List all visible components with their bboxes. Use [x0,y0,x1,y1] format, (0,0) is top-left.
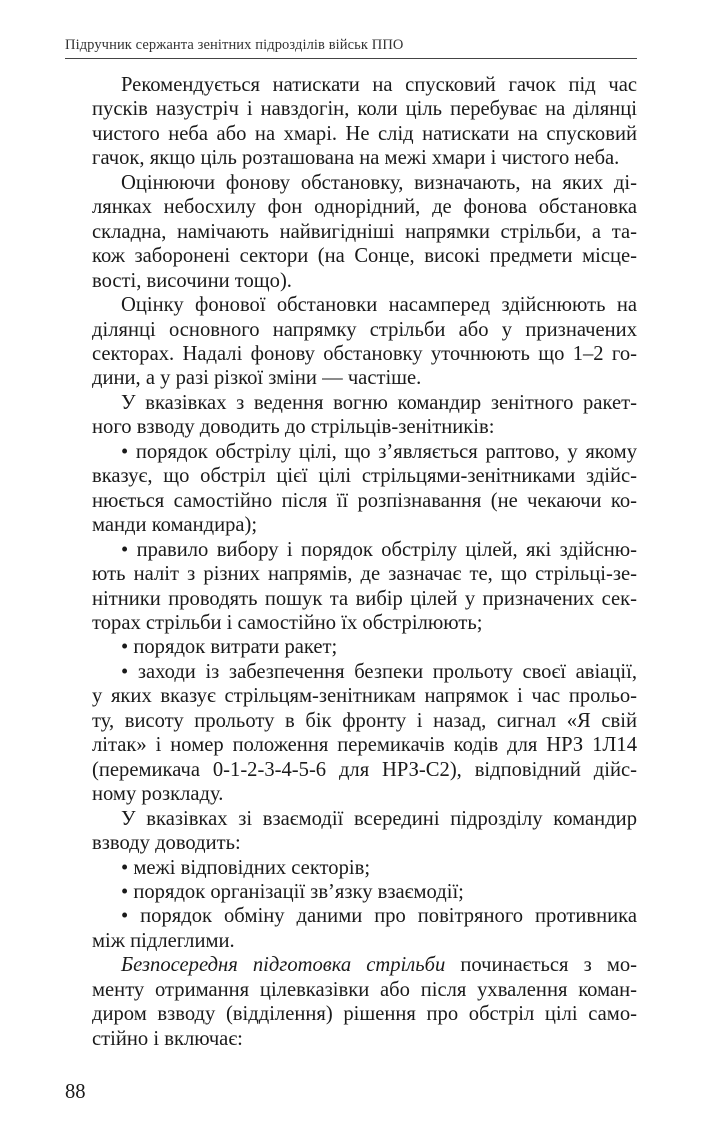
text-line: Оцінюючи фонову обстановку, визначають, на яких ді- [121,171,637,194]
running-header: Підручник сержанта зенітних підрозділів військ ППО [65,37,637,59]
text-line: у яких вказує стрільцям-зенітникам напрямок і час прольо- [92,685,637,708]
text-fragment: починається з мо- [445,954,637,977]
text-line: • порядок організації зв’язку взаємодії; [121,880,464,903]
text-line: вості, височини тощо). [92,269,292,292]
text-line: • заходи із забезпечення безпеки прольоту своєї авіації, [121,660,637,683]
text-line: • порядок обміну даними про повітряного противника [121,905,637,928]
text-line: лянках небосхилу фон однорідний, де фонова обстановка [92,196,637,219]
text-line: Оцінку фонової обстановки насамперед здійснюють на [121,294,637,317]
text-line: манди командира); [92,514,258,537]
text-line: ту, висоту прольоту в бік фронту і назад, сигнал «Я свій [92,709,637,732]
text-line: дини, а у разі різкої зміни — частіше. [92,367,422,390]
text-line: між підлеглими. [92,929,235,952]
text-line: • порядок обстрілу цілі, що з’являється раптово, у якому [121,440,637,463]
text-line: диром взводу (відділення) рішення про обстріл цілі само- [92,1003,637,1026]
body-text [92,73,637,1051]
text-line: ного взводу доводить до стрільців-зенітників: [92,416,495,439]
text-line: • межі відповідних секторів; [121,856,371,879]
text-line: ють наліт з різних напрямів, де зазначає те, що стрільці-зе- [92,563,637,586]
text-line: кож заборонені сектори (на Сонце, високі предмети місце- [92,245,637,268]
text-line [92,953,637,977]
text-line: ному розкладу. [92,783,224,806]
text-line: Рекомендується натискати на спусковий гачок під час [121,74,637,96]
text-line: У вказівках зі взаємодії всередині підрозділу командир [121,807,637,830]
text-line: гачок, якщо ціль розташована на межі хмари і чистого неба. [92,147,620,170]
text-line: • порядок витрати ракет; [121,636,338,659]
text-line: нюється самостійно після її розпізнавання (не чекаючи ко- [92,489,637,512]
page-number: 88 [65,1081,86,1103]
text-line: У вказівках з ведення вогню командир зенітного ракет- [121,391,637,414]
text-line: взводу доводить: [92,832,241,855]
text-line: складна, намічають найвигідніші напрямки стрільби, а та- [92,220,637,243]
text-line: нітники проводять пошук та вибір цілей у призначених сек- [92,587,637,610]
text-line: ділянці основного напрямку стрільби або у призначених [92,318,637,341]
text-line: вказує, що обстріл цієї цілі стрільцями-зенітниками здійс- [92,465,637,488]
italic-term: Безпосередня підготовка стрільби [121,954,446,977]
text-line: (перемикача 0-1-2-3-4-5-6 для НРЗ-С2), відповідний дійс- [92,758,637,781]
text-line: • правило вибору і порядок обстрілу цілей, які здійсню- [121,538,637,561]
text-line: менту отримання цілевказівки або після ухвалення коман- [92,978,637,1001]
text-line: пусків назустріч і навздогін, коли ціль перебуває на ділянці [92,98,637,121]
text-line: чистого неба або на хмарі. Не слід натискати на спусковий [92,122,637,145]
text-line: літак» і номер положення перемикачів кодів для НРЗ 1Л14 [92,734,637,757]
text-line: стійно і включає: [92,1027,243,1050]
text-line: секторах. Надалі фонову обстановку уточнюють що 1–2 го- [92,342,637,365]
text-line: торах стрільби і самостійно їх обстрілюють; [92,611,483,634]
